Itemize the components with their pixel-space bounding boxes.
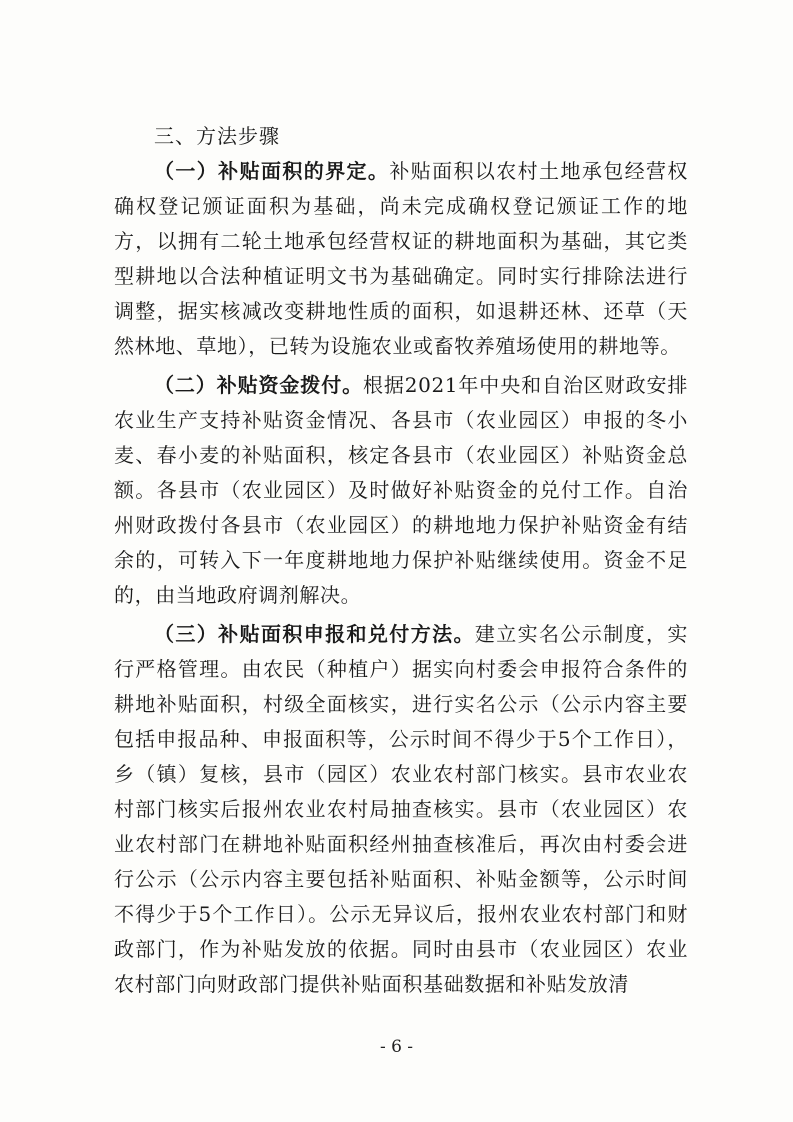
paragraph-lead: （二）补贴资金拨付。 [154,373,363,397]
section-heading: 三、方法步骤 [154,124,280,148]
paragraph-fund-allocation [114,368,688,613]
paragraph-body: 补贴面积以农村土地承包经营权确权登记颁证面积为基础，尚未完成确权登记颁证工作的地方，以拥有二轮土地承包经营权证的耕地面积为基础，其它类型耕地以合法种植证明文书为基础确定。同时实行排除法进行调整，据实核减改变耕地性质的面积，如退耕还林、还草（天然林地、草地），已转为设施农业或畜牧养殖场使用的耕地等。 [114,159,688,358]
paragraph-body: 建立实名公示制度，实行严格管理。由农民（种植户）据实向村委会申报符合条件的耕地补贴面积，村级全面核实，进行实名公示（公示内容主要包括申报品种、申报面积等，公示时间不得少于5个工作日），乡（镇）复核，县市（园区）农业农村部门核实。县市农业农村部门核实后报州农业农村局抽查核实。县市（农业园区）农业农村部门在耕地补贴面积经州抽查核准后，再次由村委会进行公示（公示内容主要包括补贴面积、补贴金额等，公示时间不得少于5个工作日）。公示无异议后，报州农业农村部门和财政部门，作为补贴发放的依据。同时由县市（农业园区）农业农村部门向财政部门提供补贴面积基础数据和补贴发放清 [114,622,688,996]
paragraph-body: 根据2021年中央和自治区财政安排农业生产支持补贴资金情况、各县市（农业园区）申报的冬小麦、春小麦的补贴面积，核定各县市（农业园区）补贴资金总额。各县市（农业园区）及时做好补贴资金的兑付工作。自治州财政拨付各县市（农业园区）的耕地地力保护补贴资金有结余的，可转入下一年度耕地地力保护补贴继续使用。资金不足的，由当地政府调剂解决。 [114,373,688,607]
paragraph-lead: （三）补贴面积申报和兑付方法。 [154,622,475,646]
document-body [114,118,688,1002]
paragraph-lead: （一）补贴面积的界定。 [154,159,390,183]
paragraph-application-payment [114,617,688,1002]
page-number: - 6 - [379,1037,414,1057]
paragraph-subsidy-area-definition [114,154,688,364]
